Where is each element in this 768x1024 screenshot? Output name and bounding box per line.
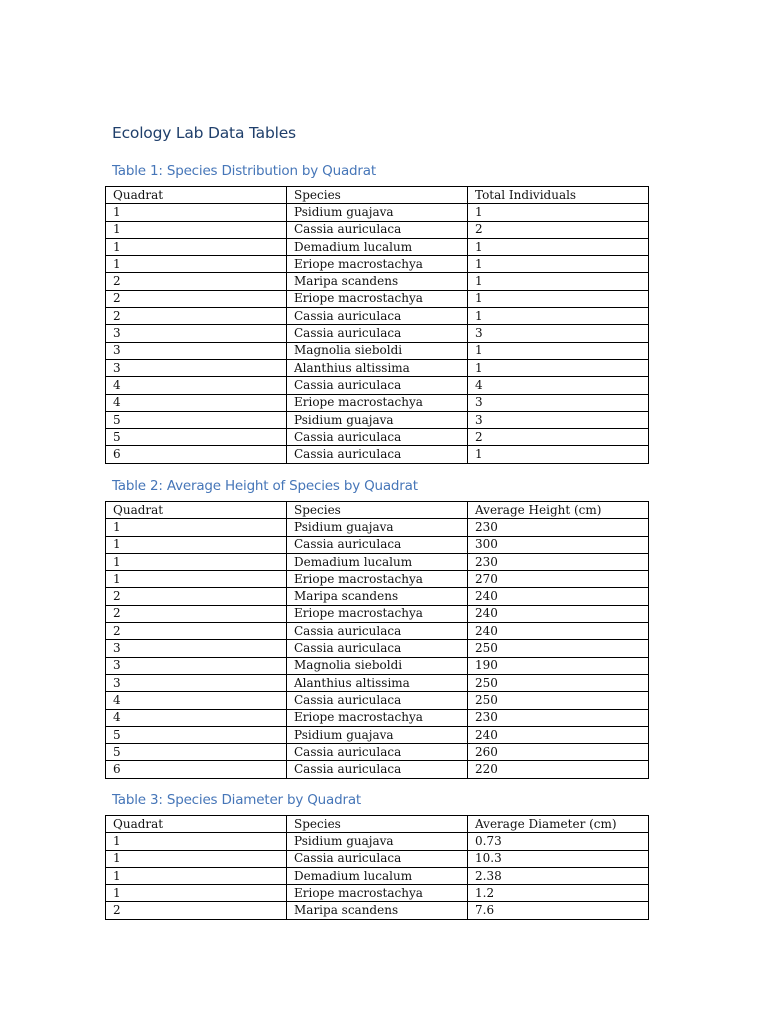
column-header-quadrat: Quadrat	[106, 187, 287, 204]
table-row	[106, 657, 649, 674]
cell-quadrat: 2	[106, 273, 287, 290]
cell-species: Cassia auriculaca	[287, 221, 468, 238]
table-3-heading: Table 3: Species Diameter by Quadrat	[112, 792, 361, 808]
cell-species: Demadium lucalum	[287, 238, 468, 255]
table-row	[106, 833, 649, 850]
cell-value: 250	[468, 640, 649, 657]
cell-species: Cassia auriculaca	[287, 308, 468, 325]
table-row	[106, 588, 649, 605]
table-row	[106, 902, 649, 919]
cell-quadrat: 6	[106, 446, 287, 463]
table-body	[106, 519, 649, 778]
table-row	[106, 692, 649, 709]
cell-species: Alanthius altissima	[287, 674, 468, 691]
table-header-row	[106, 816, 649, 833]
table-row	[106, 204, 649, 221]
cell-quadrat: 5	[106, 726, 287, 743]
cell-value: 3	[468, 411, 649, 428]
cell-species: Cassia auriculaca	[287, 744, 468, 761]
column-header-species: Species	[287, 502, 468, 519]
cell-species: Cassia auriculaca	[287, 429, 468, 446]
table-row	[106, 359, 649, 376]
table-row	[106, 308, 649, 325]
table-row	[106, 553, 649, 570]
cell-value: 3	[468, 325, 649, 342]
cell-value: 190	[468, 657, 649, 674]
cell-species: Cassia auriculaca	[287, 536, 468, 553]
cell-value: 10.3	[468, 850, 649, 867]
cell-quadrat: 2	[106, 308, 287, 325]
cell-quadrat: 1	[106, 571, 287, 588]
cell-quadrat: 3	[106, 359, 287, 376]
cell-quadrat: 1	[106, 850, 287, 867]
cell-quadrat: 5	[106, 744, 287, 761]
table-row	[106, 342, 649, 359]
cell-quadrat: 4	[106, 692, 287, 709]
column-header-average-diameter: Average Diameter (cm)	[468, 816, 649, 833]
cell-quadrat: 1	[106, 256, 287, 273]
cell-value: 2	[468, 429, 649, 446]
table-row	[106, 238, 649, 255]
table-row	[106, 221, 649, 238]
cell-quadrat: 5	[106, 429, 287, 446]
cell-value: 2.38	[468, 867, 649, 884]
table-row	[106, 850, 649, 867]
table-row	[106, 709, 649, 726]
cell-quadrat: 4	[106, 394, 287, 411]
cell-value: 1	[468, 238, 649, 255]
table-row	[106, 429, 649, 446]
table-row	[106, 885, 649, 902]
cell-value: 230	[468, 553, 649, 570]
cell-value: 2	[468, 221, 649, 238]
cell-species: Eriope macrostachya	[287, 394, 468, 411]
cell-species: Psidium guajava	[287, 833, 468, 850]
cell-quadrat: 5	[106, 411, 287, 428]
cell-quadrat: 2	[106, 605, 287, 622]
table-row	[106, 761, 649, 778]
cell-quadrat: 3	[106, 342, 287, 359]
cell-species: Psidium guajava	[287, 411, 468, 428]
cell-quadrat: 4	[106, 709, 287, 726]
cell-value: 3	[468, 394, 649, 411]
table-row	[106, 519, 649, 536]
cell-quadrat: 1	[106, 867, 287, 884]
cell-value: 4	[468, 377, 649, 394]
cell-quadrat: 3	[106, 674, 287, 691]
table-2-heading: Table 2: Average Height of Species by Quadrat	[112, 478, 418, 494]
table-row	[106, 377, 649, 394]
species-diameter-table	[105, 815, 649, 920]
cell-species: Cassia auriculaca	[287, 325, 468, 342]
cell-value: 1	[468, 290, 649, 307]
cell-value: 1	[468, 308, 649, 325]
cell-value: 250	[468, 692, 649, 709]
table-row	[106, 536, 649, 553]
table-row	[106, 571, 649, 588]
cell-quadrat: 1	[106, 833, 287, 850]
cell-quadrat: 1	[106, 221, 287, 238]
cell-value: 230	[468, 709, 649, 726]
table-row	[106, 674, 649, 691]
species-distribution-table	[105, 186, 649, 464]
cell-value: 1	[468, 204, 649, 221]
table-row	[106, 744, 649, 761]
cell-species: Cassia auriculaca	[287, 640, 468, 657]
cell-value: 1	[468, 256, 649, 273]
cell-species: Demadium lucalum	[287, 867, 468, 884]
cell-species: Psidium guajava	[287, 519, 468, 536]
table-row	[106, 290, 649, 307]
cell-species: Eriope macrostachya	[287, 709, 468, 726]
cell-value: 270	[468, 571, 649, 588]
cell-species: Cassia auriculaca	[287, 446, 468, 463]
cell-species: Alanthius altissima	[287, 359, 468, 376]
cell-value: 220	[468, 761, 649, 778]
column-header-total-individuals: Total Individuals	[468, 187, 649, 204]
cell-species: Cassia auriculaca	[287, 761, 468, 778]
table-row	[106, 867, 649, 884]
cell-quadrat: 2	[106, 623, 287, 640]
table-row	[106, 411, 649, 428]
cell-value: 230	[468, 519, 649, 536]
cell-species: Eriope macrostachya	[287, 885, 468, 902]
table-header-row	[106, 187, 649, 204]
table-body	[106, 204, 649, 463]
cell-value: 240	[468, 623, 649, 640]
cell-species: Cassia auriculaca	[287, 623, 468, 640]
table-row	[106, 623, 649, 640]
column-header-species: Species	[287, 816, 468, 833]
cell-value: 1	[468, 359, 649, 376]
column-header-average-height: Average Height (cm)	[468, 502, 649, 519]
table-row	[106, 256, 649, 273]
cell-value: 1	[468, 273, 649, 290]
cell-quadrat: 3	[106, 325, 287, 342]
cell-species: Maripa scandens	[287, 588, 468, 605]
cell-species: Eriope macrostachya	[287, 256, 468, 273]
cell-value: 300	[468, 536, 649, 553]
cell-species: Eriope macrostachya	[287, 605, 468, 622]
cell-value: 1	[468, 446, 649, 463]
cell-species: Psidium guajava	[287, 726, 468, 743]
cell-species: Psidium guajava	[287, 204, 468, 221]
cell-value: 1	[468, 342, 649, 359]
cell-species: Maripa scandens	[287, 902, 468, 919]
average-height-table	[105, 501, 649, 779]
cell-species: Eriope macrostachya	[287, 571, 468, 588]
document-title: Ecology Lab Data Tables	[112, 124, 296, 142]
cell-quadrat: 4	[106, 377, 287, 394]
cell-species: Cassia auriculaca	[287, 692, 468, 709]
cell-quadrat: 1	[106, 553, 287, 570]
cell-species: Maripa scandens	[287, 273, 468, 290]
table-row	[106, 325, 649, 342]
cell-species: Eriope macrostachya	[287, 290, 468, 307]
cell-value: 240	[468, 605, 649, 622]
table-body	[106, 833, 649, 919]
cell-quadrat: 6	[106, 761, 287, 778]
cell-quadrat: 1	[106, 519, 287, 536]
table-1-heading: Table 1: Species Distribution by Quadrat	[112, 163, 376, 179]
table-header-row	[106, 502, 649, 519]
table-row	[106, 446, 649, 463]
cell-value: 240	[468, 588, 649, 605]
column-header-quadrat: Quadrat	[106, 502, 287, 519]
cell-quadrat: 2	[106, 588, 287, 605]
cell-quadrat: 3	[106, 657, 287, 674]
column-header-species: Species	[287, 187, 468, 204]
cell-quadrat: 1	[106, 238, 287, 255]
cell-species: Magnolia sieboldi	[287, 657, 468, 674]
cell-quadrat: 2	[106, 290, 287, 307]
cell-quadrat: 1	[106, 204, 287, 221]
table-row	[106, 394, 649, 411]
cell-value: 250	[468, 674, 649, 691]
table-row	[106, 726, 649, 743]
cell-quadrat: 1	[106, 885, 287, 902]
cell-species: Demadium lucalum	[287, 553, 468, 570]
cell-species: Cassia auriculaca	[287, 850, 468, 867]
cell-quadrat: 3	[106, 640, 287, 657]
cell-value: 240	[468, 726, 649, 743]
cell-value: 1.2	[468, 885, 649, 902]
cell-value: 7.6	[468, 902, 649, 919]
table-row	[106, 605, 649, 622]
cell-value: 0.73	[468, 833, 649, 850]
cell-species: Magnolia sieboldi	[287, 342, 468, 359]
cell-species: Cassia auriculaca	[287, 377, 468, 394]
cell-quadrat: 2	[106, 902, 287, 919]
table-row	[106, 640, 649, 657]
cell-quadrat: 1	[106, 536, 287, 553]
cell-value: 260	[468, 744, 649, 761]
column-header-quadrat: Quadrat	[106, 816, 287, 833]
table-row	[106, 273, 649, 290]
